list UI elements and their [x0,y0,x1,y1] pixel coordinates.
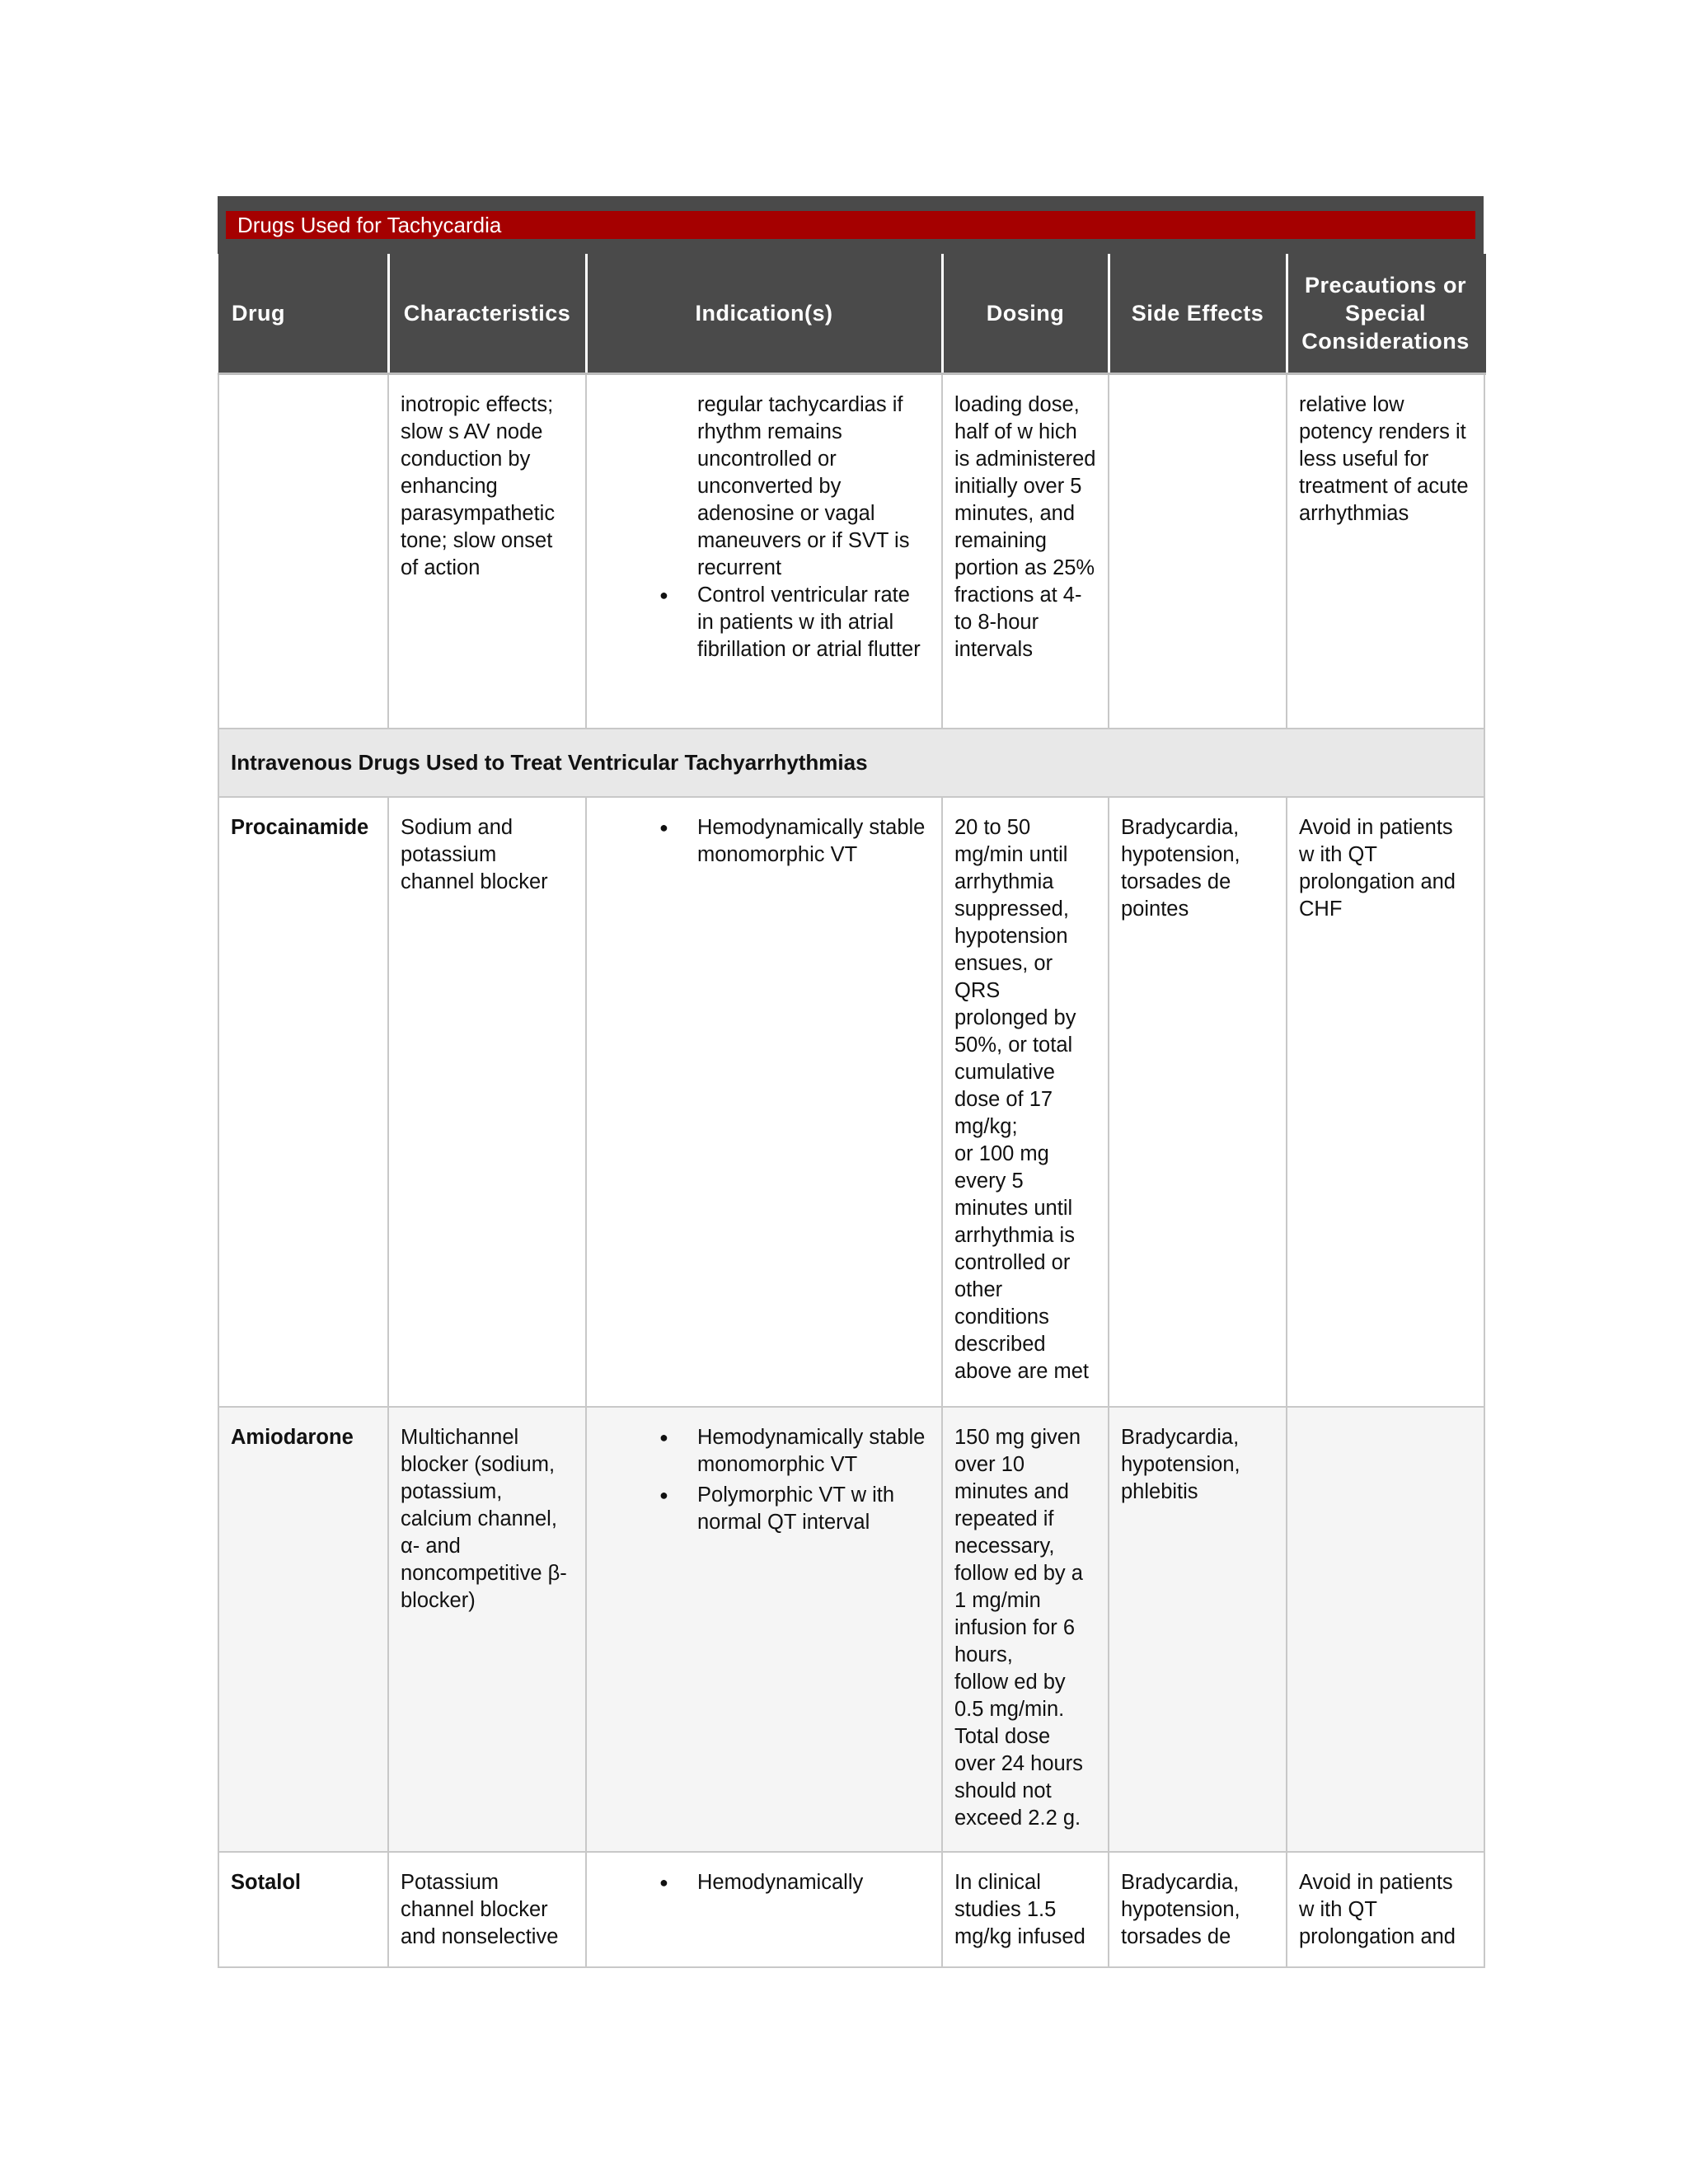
section-label: Intravenous Drugs Used to Treat Ventricular Tachyarrhythmias [218,729,1484,797]
cell-drug: Amiodarone [218,1407,388,1852]
header-side-effects: Side Effects [1109,254,1287,374]
cell-drug: Sotalol [218,1852,388,1967]
cell-characteristics: Potassium channel blocker and nonselective [388,1852,586,1967]
indication-item: ● Hemodynamically [598,1869,930,1896]
indication-item: ● Control ventricular rate in patients w ith atrial fibrillation or atrial flutter [598,582,930,663]
cell-indications [586,1852,942,1967]
table-row [218,1852,1484,1967]
cell-characteristics: Sodium and potassium channel blocker [388,797,586,1407]
cell-side-effects [1109,374,1287,729]
table-title: Drugs Used for Tachycardia [226,211,1475,239]
cell-precautions: Avoid in patients w ith QT prolongation and CHF [1287,797,1484,1407]
cell-precautions [1287,1407,1484,1852]
header-precautions: Precautions or Special Considerations [1287,254,1484,374]
cell-indications [586,1407,942,1852]
cell-side-effects: Bradycardia, hypotension, torsades de [1109,1852,1287,1967]
table-title-band [218,196,1484,254]
indication-item: ● Hemodynamically stable monomorphic VT [598,814,930,869]
table-row [218,797,1484,1407]
header-dosing: Dosing [942,254,1109,374]
table-row [218,1407,1484,1852]
cell-side-effects: Bradycardia, hypotension, torsades de pointes [1109,797,1287,1407]
section-row [218,729,1484,797]
header-indications: Indication(s) [586,254,942,374]
indication-item: ● Polymorphic VT w ith normal QT interval [598,1482,930,1536]
header-characteristics: Characteristics [388,254,586,374]
cell-dosing: In clinical studies 1.5 mg/kg infused [942,1852,1109,1967]
cell-dosing: 20 to 50 mg/min until arrhythmia suppressed, hypotension ensues, or QRS prolonged by 50%, or total cumulative dose of 17 mg/kg; or 100 mg every 5 minutes until arrhythmia is controlled or other conditions described above are met [942,797,1109,1407]
cell-dosing: loading dose, half of w hich is administered initially over 5 minutes, and remaining portion as 25% fractions at 4- to 8-hour intervals [942,374,1109,729]
cell-characteristics: inotropic effects; slow s AV node conduction by enhancing parasympathetic tone; slow onset of action [388,374,586,729]
cell-precautions: relative low potency renders it less useful for treatment of acute arrhythmias [1287,374,1484,729]
cell-characteristics: Multichannel blocker (sodium, potassium, calcium channel, α- and noncompetitive β-blocker) [388,1407,586,1852]
cell-drug: Procainamide [218,797,388,1407]
cell-precautions: Avoid in patients w ith QT prolongation and [1287,1852,1484,1967]
cell-indications [586,374,942,729]
indication-item: ● Hemodynamically stable monomorphic VT [598,1424,930,1479]
header-drug: Drug [218,254,388,374]
table-row [218,374,1484,729]
cell-dosing: 150 mg given over 10 minutes and repeated if necessary, follow ed by a 1 mg/min infusion for 6 hours, follow ed by 0.5 mg/min. Total dose over 24 hours should not exceed 2.2 g. [942,1407,1109,1852]
drug-table [218,254,1486,1968]
header-row [218,254,1484,374]
cell-drug [218,374,388,729]
indication-text: regular tachycardias if rhythm remains uncontrolled or unconverted by adenosine or vagal maneuvers or if SVT is recurrent [697,393,910,579]
cell-side-effects: Bradycardia, hypotension, phlebitis [1109,1407,1287,1852]
document-page [218,196,1484,1968]
cell-indications [586,797,942,1407]
